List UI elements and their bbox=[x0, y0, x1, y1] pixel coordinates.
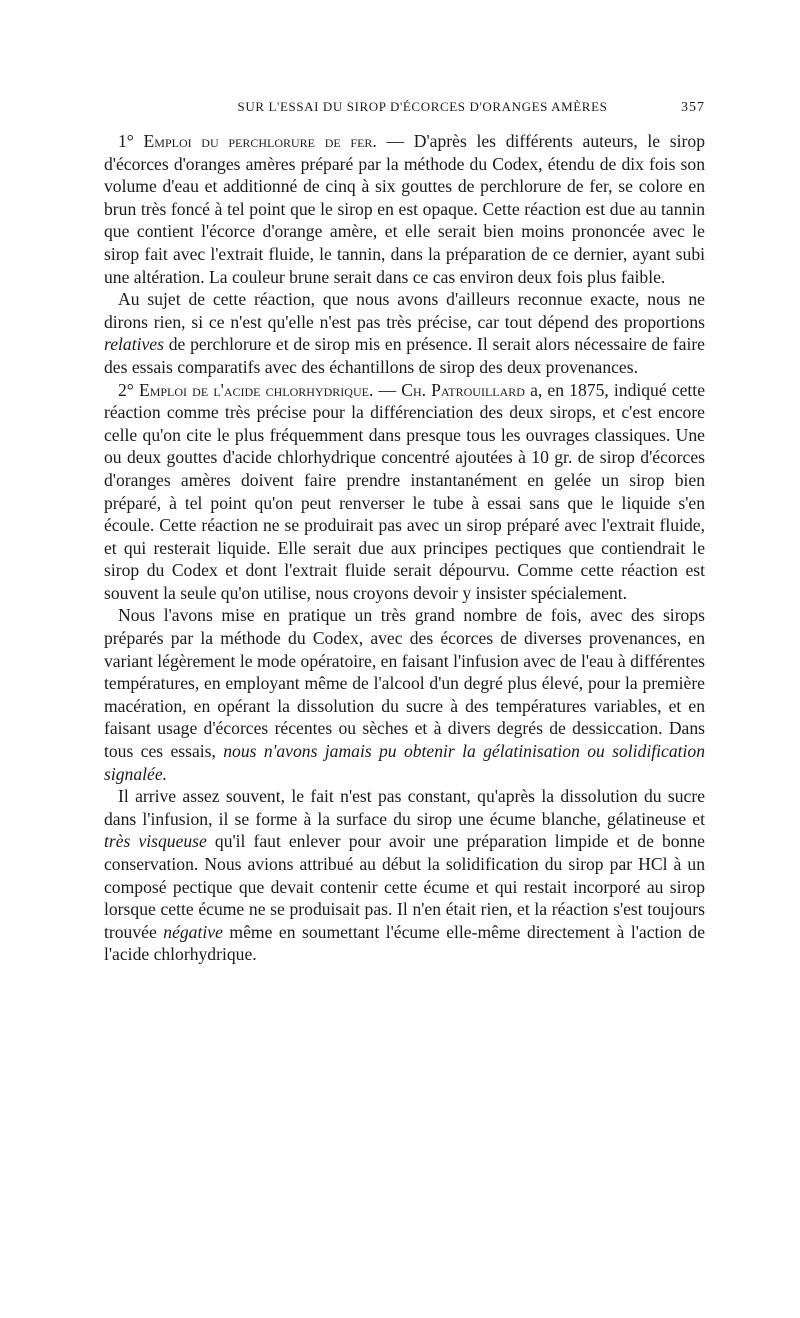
paragraph-experiments bbox=[104, 604, 705, 785]
section-heading-acide: 2° Emploi de l'acide chlorhydrique. bbox=[118, 379, 374, 400]
running-header bbox=[104, 96, 705, 118]
emphasis-text: négative bbox=[163, 921, 223, 942]
page-number: 357 bbox=[681, 100, 705, 115]
paragraph-ecume bbox=[104, 785, 705, 966]
running-title: SUR L'ESSAI DU SIROP D'ÉCORCES D'ORANGES AMÈRES bbox=[237, 99, 608, 114]
paragraph-text: Nous l'avons mise en pratique un très grand nombre de fois, avec des sirops préparés par la méthode du Codex, avec des écorces de diverses provenances, en variant légèrement le mode opératoire, en faisant l'infusion avec de l'eau à différentes températures, en employant même de l'alcool d'un degré plus élevé, pour la première macération, en opérant la dissolution du sucre à des températures variables, et en faisant usage d'écorces récentes ou sèches et à divers degrés de dessiccation. Dans tous ces essais, bbox=[104, 605, 705, 762]
paragraph-text: Au sujet de cette réaction, que nous avons d'ailleurs reconnue exacte, nous ne dirons rien, si ce n'est qu'elle n'est pas très précise, car tout dépend des proportions bbox=[104, 289, 705, 332]
paragraph-text: Il arrive assez souvent, le fait n'est pas constant, qu'après la dissolution du sucre dans l'infusion, il se forme à la surface du sirop une écume blanche, gélatineuse et bbox=[104, 786, 705, 829]
paragraph-text: — bbox=[373, 379, 402, 400]
emphasis-text: très visqueuse bbox=[104, 831, 207, 852]
paragraph-text: qu'il faut enlever pour avoir une préparation limpide et de bonne conservation. Nous avions attribué au début la solidification du sirop par HCl à un composé pectique que devait contenir cette écume et qui restait incorporé au sirop lorsque cette écume ne se produisait pas. Il n'en était rien, et la réaction s'est toujours trouvée bbox=[104, 831, 705, 942]
paragraph-text: — D'après les différents auteurs, le sirop d'écorces d'oranges amères préparé par la méthode du Codex, étendu de dix fois son volume d'eau et additionné de cinq à six gouttes de perchlorure de fer, se colore en brun très foncé à tel point que le sirop en est opaque. Cette réaction est due au tannin que contient l'écorce d'orange amère, et elle serait bien moins prononcée avec le sirop fait avec l'extrait fluide, le tannin, dans la préparation de ce dernier, ayant subi une altération. La couleur brune serait dans ce cas environ deux fois plus faible. bbox=[104, 131, 705, 287]
paragraph-reaction-comment bbox=[104, 288, 705, 378]
section-heading-perchlorure: 1° Emploi du perchlorure de fer. bbox=[118, 131, 377, 151]
paragraph-acide-chlorhydrique bbox=[104, 379, 705, 605]
paragraph-text: même en soumettant l'écume elle-même directement à l'action de l'acide chlorhydrique. bbox=[104, 921, 706, 965]
paragraph-text: a, en 1875, indiqué cette réaction comme très précise pour la différenciation des deux sirops, et c'est encore celle qu'on cite le plus fréquemment dans presque tous les ouvrages classiques. Une ou deux gouttes d'acide chlorhydrique concentré ajoutées à 10 gr. de sirop d'écorces d'oranges amères doivent faire prendre instantanément en gelée un sirop bien préparé, à tel point qu'on peut renverser le tube à essai sans que le liquide s'en écoule. Cette réaction ne se produirait pas avec un sirop préparé avec l'extrait fluide, et qui resterait liquide. Elle serait due aux principes pectiques que contiendrait le sirop du Codex et dont l'extrait fluide serait dépourvu. Comme cette réaction est souvent la seule qu'on utilise, nous croyons devoir y insister spécialement. bbox=[104, 379, 706, 603]
emphasis-text: relatives bbox=[104, 334, 164, 355]
paragraph-text: de perchlorure et de sirop mis en présence. Il serait alors nécessaire de faire des essais comparatifs avec des échantillons de sirop des deux provenances. bbox=[104, 334, 705, 377]
emphasis-text: nous n'avons jamais pu obtenir la gélatinisation ou solidification signalée. bbox=[104, 741, 705, 784]
author-name: Ch. Patrouillard bbox=[401, 379, 525, 400]
document-page bbox=[104, 96, 705, 966]
paragraph-perchlorure bbox=[104, 130, 705, 288]
